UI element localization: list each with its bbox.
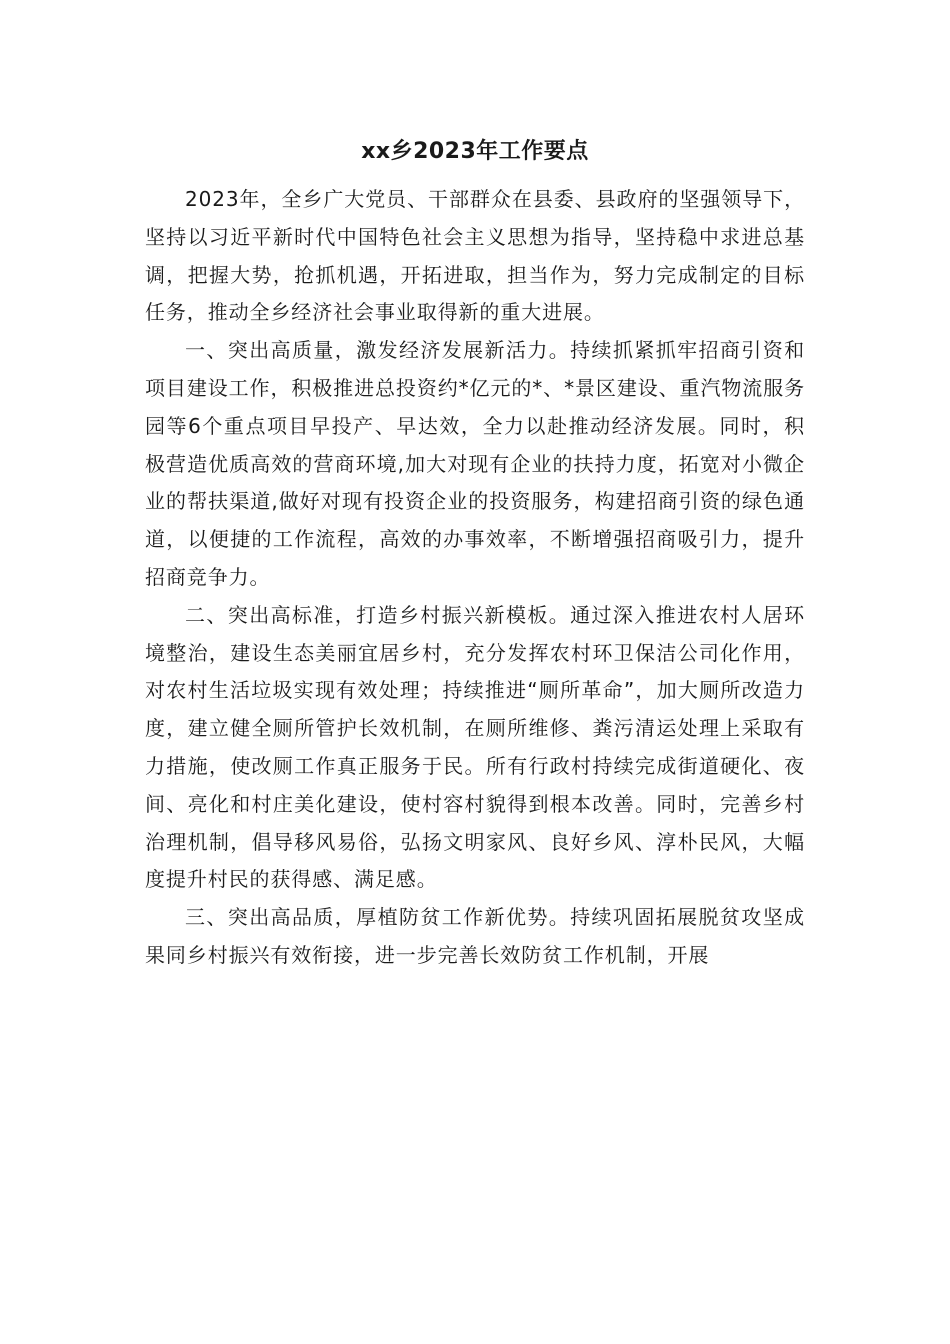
document-body xyxy=(145,181,805,975)
paragraph-section-2: 二、突出高标准，打造乡村振兴新模板。通过深入推进农村人居环境整治，建设生态美丽宜居乡村，充分发挥农村环卫保洁公司化作用，对农村生活垃圾实现有效处理；持续推进“厕所革命”，加大厕所改造力度，建立健全厕所管护长效机制，在厕所维修、粪污清运处理上采取有力措施，使改厕工作真正服务于民。所有行政村持续完成街道硬化、夜间、亮化和村庄美化建设，使村容村貌得到根本改善。同时，完善乡村治理机制，倡导移风易俗，弘扬文明家风、良好乡风、淳朴民风，大幅度提升村民的获得感、满足感。 xyxy=(145,602,805,892)
document-title: xx乡2023年工作要点 xyxy=(361,139,589,164)
paragraph-section-3: 三、突出高品质，厚植防贫工作新优势。持续巩固拓展脱贫攻坚成果同乡村振兴有效衔接，进一步完善长效防贫工作机制，开展 xyxy=(145,905,805,967)
paragraph-intro: 2023年，全乡广大党员、干部群众在县委、县政府的坚强领导下，坚持以习近平新时代中国特色社会主义思想为指导，坚持稳中求进总基调，把握大势，抢抓机遇，开拓进取，担当作为，努力完成制定的目标任务，推动全乡经济社会事业取得新的重大进展。 xyxy=(145,187,805,325)
paragraph-section-1: 一、突出高质量，激发经济发展新活力。持续抓紧抓牢招商引资和项目建设工作，积极推进总投资约*亿元的*、*景区建设、重汽物流服务园等6个重点项目早投产、早达效，全力以赴推动经济发展。同时，积极营造优质高效的营商环境,加大对现有企业的扶持力度，拓宽对小微企业的帮扶渠道,做好对现有投资企业的投资服务，构建招商引资的绿色通道，以便捷的工作流程，高效的办事效率，不断增强招商吸引力，提升招商竞争力。 xyxy=(145,338,805,589)
